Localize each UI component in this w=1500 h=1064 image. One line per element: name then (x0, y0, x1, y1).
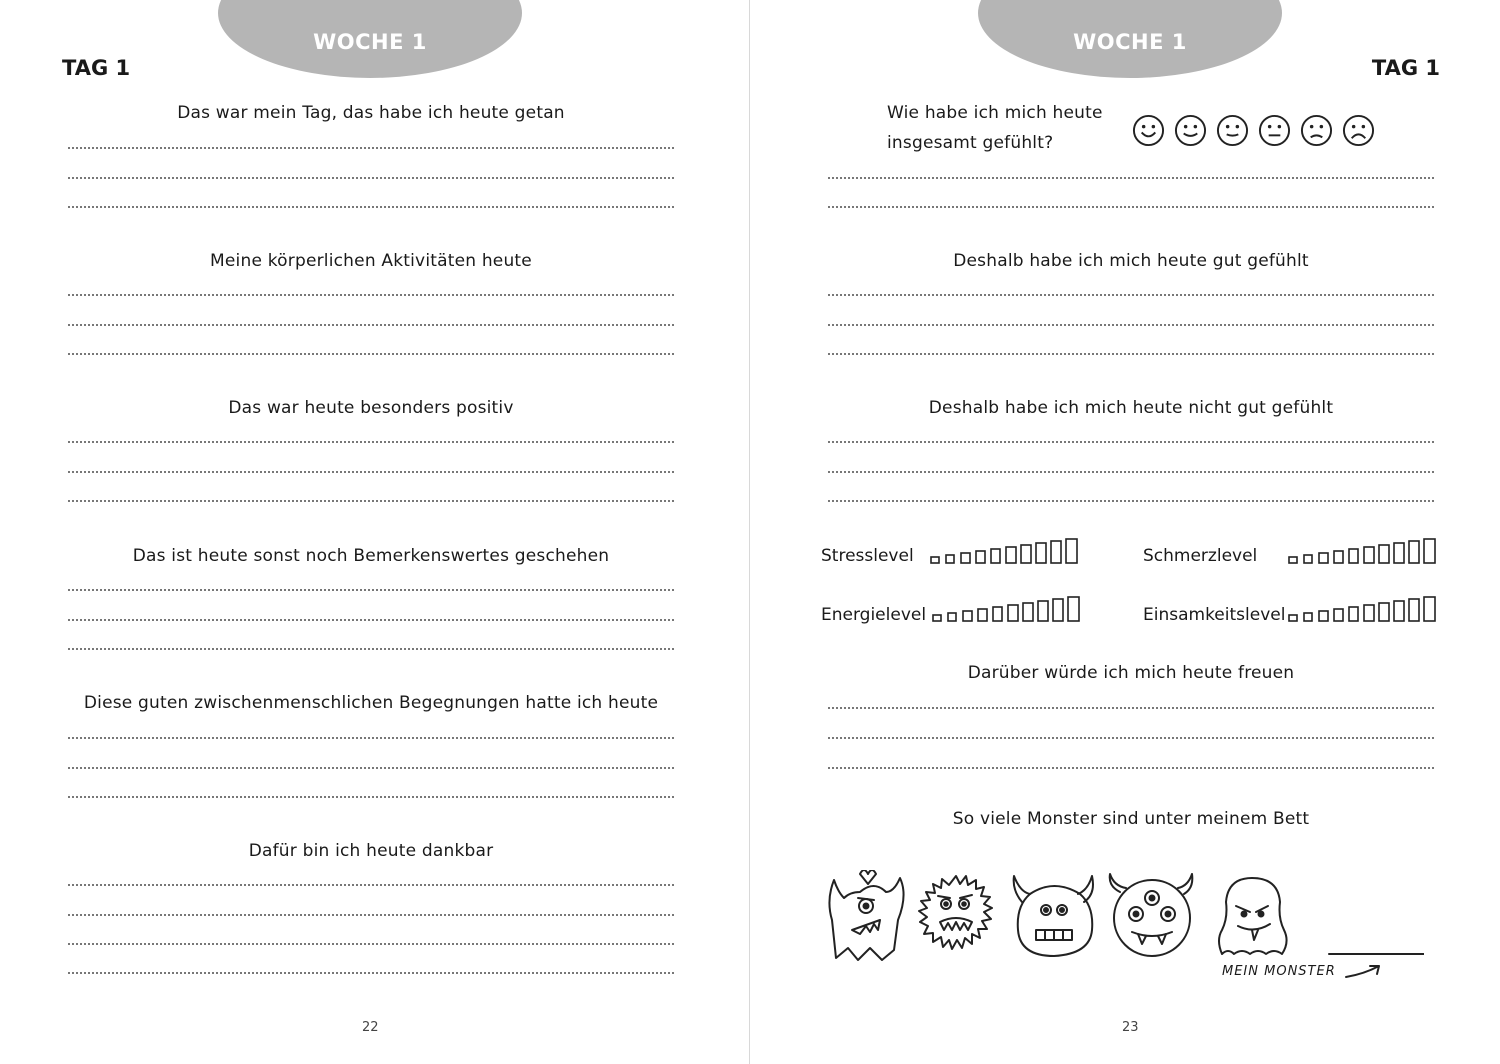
writing-line[interactable] (828, 707, 1434, 709)
writing-line[interactable] (68, 500, 674, 502)
level-box[interactable] (1021, 545, 1031, 563)
level-box[interactable] (1424, 539, 1435, 563)
monster-heading: So viele Monster sind unter meinem Bett (952, 809, 1310, 829)
writing-line[interactable] (68, 471, 674, 473)
level-box[interactable] (976, 551, 985, 563)
level-box[interactable] (1053, 599, 1063, 621)
week-tab (978, 0, 1282, 78)
level-box[interactable] (1409, 599, 1419, 621)
writing-line[interactable] (68, 206, 674, 208)
writing-line[interactable] (68, 294, 674, 296)
level-box[interactable] (1334, 609, 1343, 621)
level-box[interactable] (1349, 607, 1358, 621)
level-box[interactable] (946, 555, 954, 563)
happy-about-heading: Darüber würde ich mich heute freuen (967, 663, 1295, 683)
week-label: WOCHE 1 (1073, 30, 1187, 54)
happy-smiley-icon[interactable] (1174, 114, 1207, 147)
loneliness-level-label: Einsamkeitslevel (1143, 605, 1286, 625)
level-box[interactable] (1379, 545, 1389, 563)
writing-line[interactable] (828, 206, 1434, 208)
good-feeling-heading: Deshalb habe ich mich heute gut gefühlt (953, 251, 1309, 271)
energy-level-scale[interactable] (931, 595, 1087, 623)
pain-level-scale[interactable] (1287, 537, 1443, 565)
writing-line[interactable] (68, 441, 674, 443)
very-happy-smiley-icon[interactable] (1132, 114, 1165, 147)
level-box[interactable] (1036, 543, 1046, 563)
level-box[interactable] (1023, 603, 1033, 621)
three-eyed-monster-icon (1110, 874, 1193, 956)
writing-line[interactable] (68, 177, 674, 179)
level-box[interactable] (948, 613, 956, 621)
section-heading-remarkable: Das ist heute sonst noch Bemerkenswertes geschehen (132, 546, 610, 566)
level-box[interactable] (1349, 549, 1358, 563)
level-box[interactable] (1006, 547, 1016, 563)
level-box[interactable] (963, 611, 972, 621)
level-box[interactable] (1379, 603, 1389, 621)
stress-level-scale[interactable] (929, 537, 1085, 565)
level-box[interactable] (1051, 541, 1061, 563)
level-box[interactable] (1304, 555, 1312, 563)
day-label: TAG 1 (62, 56, 131, 80)
energy-level-label: Energielevel (821, 605, 927, 625)
level-box[interactable] (991, 549, 1000, 563)
week-label: WOCHE 1 (313, 30, 427, 54)
writing-line[interactable] (828, 767, 1434, 769)
level-box[interactable] (1289, 615, 1297, 621)
writing-line[interactable] (828, 294, 1434, 296)
level-box[interactable] (1319, 611, 1328, 621)
writing-line[interactable] (828, 177, 1434, 179)
level-box[interactable] (1289, 557, 1297, 563)
level-box[interactable] (1304, 613, 1312, 621)
writing-line[interactable] (68, 767, 674, 769)
level-box[interactable] (1409, 541, 1419, 563)
section-heading-activities-day: Das war mein Tag, das habe ich heute getan (177, 103, 565, 123)
writing-line[interactable] (68, 648, 674, 650)
my-monster-label: MEIN MONSTER (1222, 964, 1336, 979)
mood-question-line-1: Wie habe ich mich heute (887, 103, 1103, 123)
level-box[interactable] (1334, 551, 1343, 563)
level-box[interactable] (993, 607, 1002, 621)
ghost-monster-icon (1219, 878, 1287, 954)
sad-smiley-icon[interactable] (1300, 114, 1333, 147)
horned-blob-monster-icon (1014, 876, 1093, 956)
level-box[interactable] (931, 557, 939, 563)
writing-line[interactable] (68, 353, 674, 355)
writing-line[interactable] (828, 500, 1434, 502)
writing-line[interactable] (828, 471, 1434, 473)
day-label: TAG 1 (1371, 56, 1440, 80)
one-eyed-horned-monster-icon (829, 870, 903, 960)
mood-scale (1132, 114, 1375, 147)
level-box[interactable] (961, 553, 970, 563)
writing-line[interactable] (68, 737, 674, 739)
level-box[interactable] (1364, 605, 1374, 621)
bad-feeling-heading: Deshalb habe ich mich heute nicht gut gefühlt (928, 398, 1334, 418)
level-box[interactable] (1068, 597, 1079, 621)
furry-monster-icon (919, 876, 992, 949)
right-page (751, 0, 1500, 1064)
level-box[interactable] (1038, 601, 1048, 621)
stress-level-label: Stresslevel (821, 546, 914, 566)
section-heading-grateful: Dafür bin ich heute dankbar (248, 841, 494, 861)
loneliness-level-scale[interactable] (1287, 595, 1443, 623)
level-box[interactable] (1394, 543, 1404, 563)
writing-line[interactable] (828, 737, 1434, 739)
writing-line[interactable] (68, 943, 674, 945)
section-heading-encounters: Diese guten zwischenmenschlichen Begegnungen hatte ich heute (83, 693, 659, 713)
writing-line[interactable] (68, 324, 674, 326)
level-box[interactable] (978, 609, 987, 621)
writing-line[interactable] (68, 619, 674, 621)
page-number: 23 (1122, 1020, 1139, 1035)
pain-level-label: Schmerzlevel (1143, 546, 1258, 566)
level-box[interactable] (1008, 605, 1018, 621)
level-box[interactable] (933, 615, 941, 621)
writing-line[interactable] (68, 884, 674, 886)
writing-line[interactable] (68, 914, 674, 916)
section-heading-physical: Meine körperlichen Aktivitäten heute (210, 251, 532, 271)
level-box[interactable] (1066, 539, 1077, 563)
writing-line[interactable] (828, 324, 1434, 326)
writing-line[interactable] (828, 353, 1434, 355)
week-tab (218, 0, 522, 78)
writing-line[interactable] (68, 972, 674, 974)
very-sad-smiley-icon[interactable] (1342, 114, 1375, 147)
writing-line[interactable] (68, 796, 674, 798)
level-box[interactable] (1424, 597, 1435, 621)
neutral-smiley-icon[interactable] (1258, 114, 1291, 147)
level-box[interactable] (1319, 553, 1328, 563)
writing-line[interactable] (68, 147, 674, 149)
page-number: 22 (362, 1020, 379, 1035)
mood-question-line-2: insgesamt gefühlt? (887, 133, 1054, 153)
writing-line[interactable] (828, 441, 1434, 443)
writing-line[interactable] (68, 589, 674, 591)
slightly-happy-smiley-icon[interactable] (1216, 114, 1249, 147)
section-heading-positive: Das war heute besonders positiv (228, 398, 514, 418)
arrow-icon (1346, 966, 1379, 977)
level-box[interactable] (1364, 547, 1374, 563)
level-box[interactable] (1394, 601, 1404, 621)
